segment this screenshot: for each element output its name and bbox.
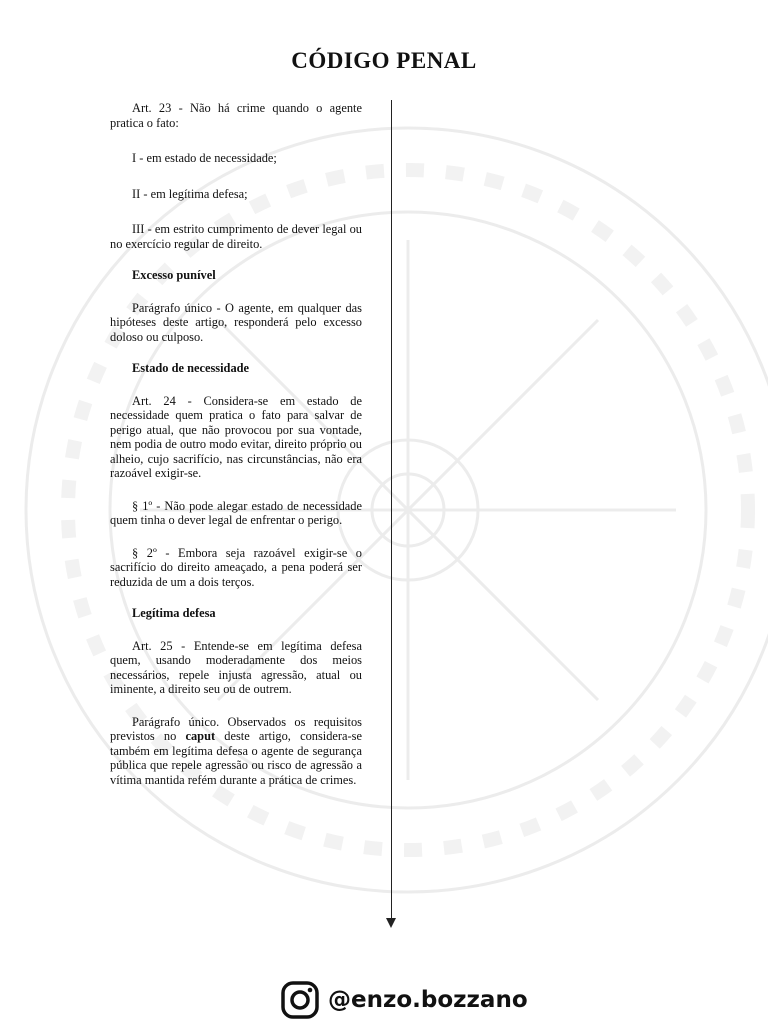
document-title: CÓDIGO PENAL [291,48,477,73]
article-paragraph: § 1º - Não pode alegar estado de necessidade quem tinha o dever legal de enfrentar o perigo. [110,498,362,527]
bold-term: caput [185,729,216,743]
article-paragraph: Art. 24 - Considera-se em estado de necessidade quem pratica o fato para salvar de perigo atual, que não provocou por sua vontade, nem podia de outro modo evitar, direito próprio ou alheio, cujo sacrifício, nas circunstâncias, não era razoável exigir-se. [110,393,362,480]
section-heading: Excesso punível [132,268,216,282]
article-paragraph [110,715,362,788]
article-paragraph: I - em estado de necessidade; [132,151,277,165]
social-handle[interactable]: @enzo.bozzano [328,987,528,1013]
arrow-down-icon [386,918,396,928]
section-heading: Legítima defesa [132,606,216,620]
footer-social [280,976,528,1024]
article-paragraph: III - em estrito cumprimento de dever legal ou no exercício regular de direito. [110,222,362,251]
article-paragraph: § 2º - Embora seja razoável exigir-se o sacrifício do direito ameaçado, a pena poderá ser reduzida de um a dois terços. [110,545,362,589]
instagram-icon[interactable] [280,980,320,1020]
article-paragraph: II - em legítima defesa; [132,186,248,201]
article-text-column [110,101,362,787]
vertical-divider-line [391,100,392,920]
article-paragraph: Art. 25 - Entende-se em legítima defesa quem, usando moderadamente dos meios necessários, repele injusta agressão, atual ou iminente, a direito seu ou de outrem. [110,638,362,696]
paragraph-text: deste artigo, considera-se também em legítima defesa o agente de segurança pública que repele agressão ou risco de agressão a vítima mantida refém durante a prática de crimes. [110,729,362,787]
section-heading: Estado de necessidade [132,361,250,375]
article-paragraph: Art. 23 - Não há crime quando o agente pratica o fato: [110,101,362,130]
paragraph-text: Parágrafo único. Observados os requisitos previstos no [110,714,362,743]
article-paragraph: Parágrafo único - O agente, em qualquer das hipóteses deste artigo, responderá pelo excesso doloso ou culposo. [110,300,362,344]
